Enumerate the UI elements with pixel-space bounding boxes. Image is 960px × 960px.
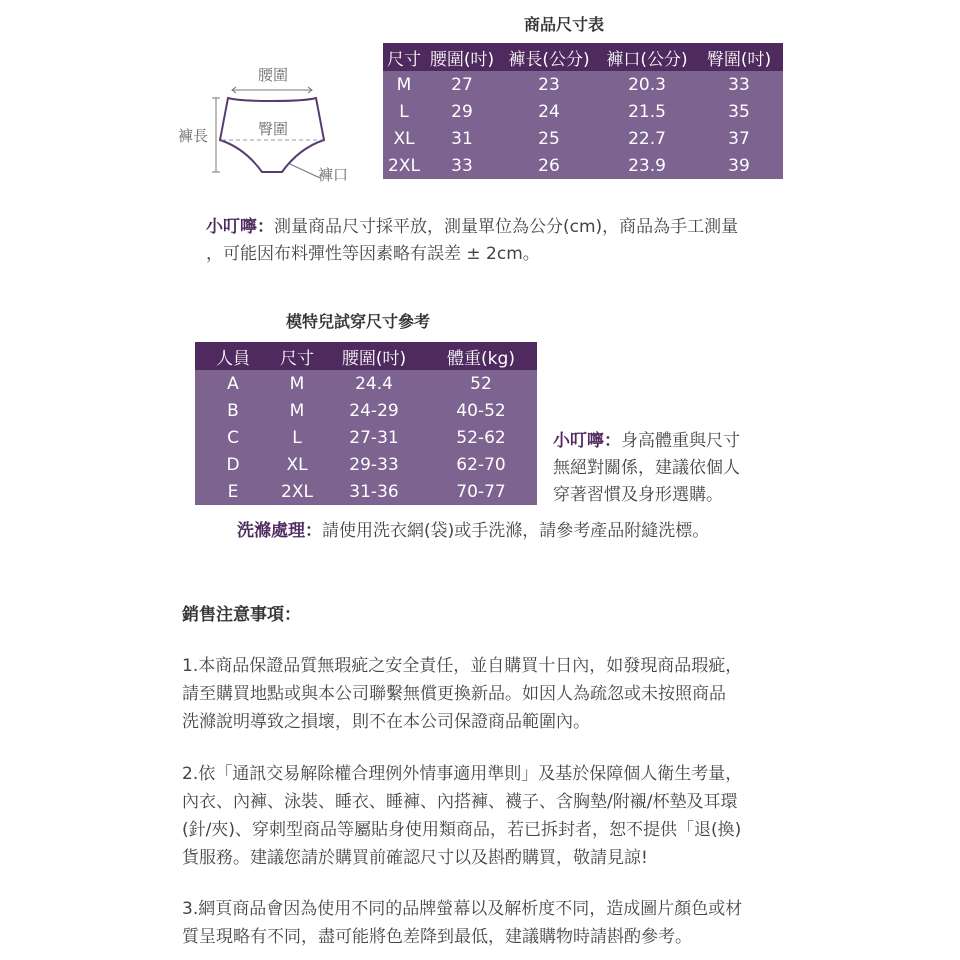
sales-paragraph-3 [182,895,742,951]
measure-note-label: 小叮嚀： [206,217,274,237]
table-cell: 24.4 [323,370,425,397]
size-header-hip: 臀圍(吋) [695,43,783,71]
model-chart-header-row [195,342,537,370]
wash-instructions [237,518,709,545]
wash-text: 請使用洗衣網(袋)或手洗滌，請參考產品附縫洗標。 [322,521,710,541]
table-cell: 29-33 [323,451,425,478]
model-chart-title: 模特兒試穿尺寸參考 [286,312,431,331]
table-cell: 33 [425,152,499,179]
sales-notes-title: 銷售注意事項： [182,605,301,625]
sales-paragraph-1 [182,652,742,736]
diagram-waist-label: 腰圍 [258,66,289,84]
table-row [383,71,783,98]
sales-p1-line: 洗滌說明導致之損壞，則不在本公司保證商品範圍內。 [182,712,590,732]
table-row [195,451,537,478]
table-cell: M [383,71,425,98]
sales-p3-line: 3.網頁商品會因為使用不同的品牌螢幕以及解析度不同，造成圖片顏色或材 [182,899,743,919]
model-header-person: 人員 [195,342,271,370]
table-row [195,478,537,505]
table-cell: 70-77 [425,478,537,505]
measure-note-line2: ，可能因布料彈性等因素略有誤差 ± 2cm。 [206,244,540,264]
table-cell: 35 [695,98,783,125]
model-note-line2: 無絕對關係，建議依個人 [553,458,740,478]
model-note-label: 小叮嚀： [553,431,621,451]
table-cell: 24-29 [323,397,425,424]
model-chart-table [195,342,537,505]
table-cell: 62-70 [425,451,537,478]
table-cell: D [195,451,271,478]
table-cell: 20.3 [599,71,695,98]
model-note-text1: 身高體重與尺寸 [621,431,740,451]
table-cell: 27 [425,71,499,98]
model-header-size: 尺寸 [271,342,323,370]
table-cell: 37 [695,125,783,152]
table-cell: 33 [695,71,783,98]
model-header-waist: 腰圍(吋) [323,342,425,370]
table-cell: 31-36 [323,478,425,505]
sales-p2-line: 2.依「通訊交易解除權合理例外情事適用準則」及基於保障個人衛生考量， [182,764,743,784]
table-cell: M [271,397,323,424]
sales-paragraph-2 [182,760,742,872]
size-header-length: 褲長(公分) [499,43,599,71]
sales-p2-line: (針/夾)、穿刺型商品等屬貼身使用類商品，若已拆封者，恕不提供「退(換) [182,820,742,840]
diagram-length-label: 褲長 [178,127,209,145]
table-cell: L [271,424,323,451]
table-cell: B [195,397,271,424]
table-row [195,397,537,424]
table-cell: 25 [499,125,599,152]
table-cell: 26 [499,152,599,179]
table-cell: 2XL [271,478,323,505]
table-cell: 52 [425,370,537,397]
table-cell: 31 [425,125,499,152]
table-cell: XL [383,125,425,152]
table-cell: 29 [425,98,499,125]
table-cell: 24 [499,98,599,125]
model-header-weight: 體重(kg) [425,342,537,370]
measure-note-text1: 測量商品尺寸採平放，測量單位為公分(cm)，商品為手工測量 [274,217,739,237]
measure-note-line1 [206,214,738,241]
table-cell: XL [271,451,323,478]
size-chart-title: 商品尺寸表 [524,15,605,34]
size-header-waist: 腰圍(吋) [425,43,499,71]
sales-p2-line: 貨服務。建議您請於購買前確認尺寸以及斟酌購買，敬請見諒! [182,848,648,868]
table-cell: E [195,478,271,505]
table-row [383,125,783,152]
table-cell: 21.5 [599,98,695,125]
sales-p2-line: 內衣、內褲、泳裝、睡衣、睡褲、內搭褲、襪子、含胸墊/附襯/杯墊及耳環 [182,792,738,812]
table-row [195,424,537,451]
size-chart-table [383,43,783,179]
size-header-leg-opening: 褲口(公分) [599,43,695,71]
size-chart-header-row [383,43,783,71]
table-cell: 40-52 [425,397,537,424]
sales-p1-line: 1.本商品保證品質無瑕疵之安全責任，並自購買十日內，如發現商品瑕疵， [182,656,743,676]
diagram-leg-opening-label: 褲口 [318,166,349,184]
table-row [195,370,537,397]
table-cell: 27-31 [323,424,425,451]
table-cell: 39 [695,152,783,179]
table-row [383,98,783,125]
table-cell: 23.9 [599,152,695,179]
table-cell: A [195,370,271,397]
table-cell: 23 [499,71,599,98]
size-header-size: 尺寸 [383,43,425,71]
table-cell: L [383,98,425,125]
sales-p3-line: 質呈現略有不同，盡可能將色差降到最低，建議購物時請斟酌參考。 [182,927,692,947]
table-cell: 22.7 [599,125,695,152]
table-cell: 2XL [383,152,425,179]
table-row [383,152,783,179]
table-cell: M [271,370,323,397]
table-cell: C [195,424,271,451]
diagram-hip-label: 臀圍 [258,120,289,138]
table-cell: 52-62 [425,424,537,451]
model-note-line3: 穿著習慣及身形選購。 [553,485,723,505]
model-note-line1 [553,428,740,455]
wash-label: 洗滌處理： [237,521,322,541]
sales-p1-line: 請至購買地點或與本公司聯繫無償更換新品。如因人為疏忽或未按照商品 [182,684,726,704]
